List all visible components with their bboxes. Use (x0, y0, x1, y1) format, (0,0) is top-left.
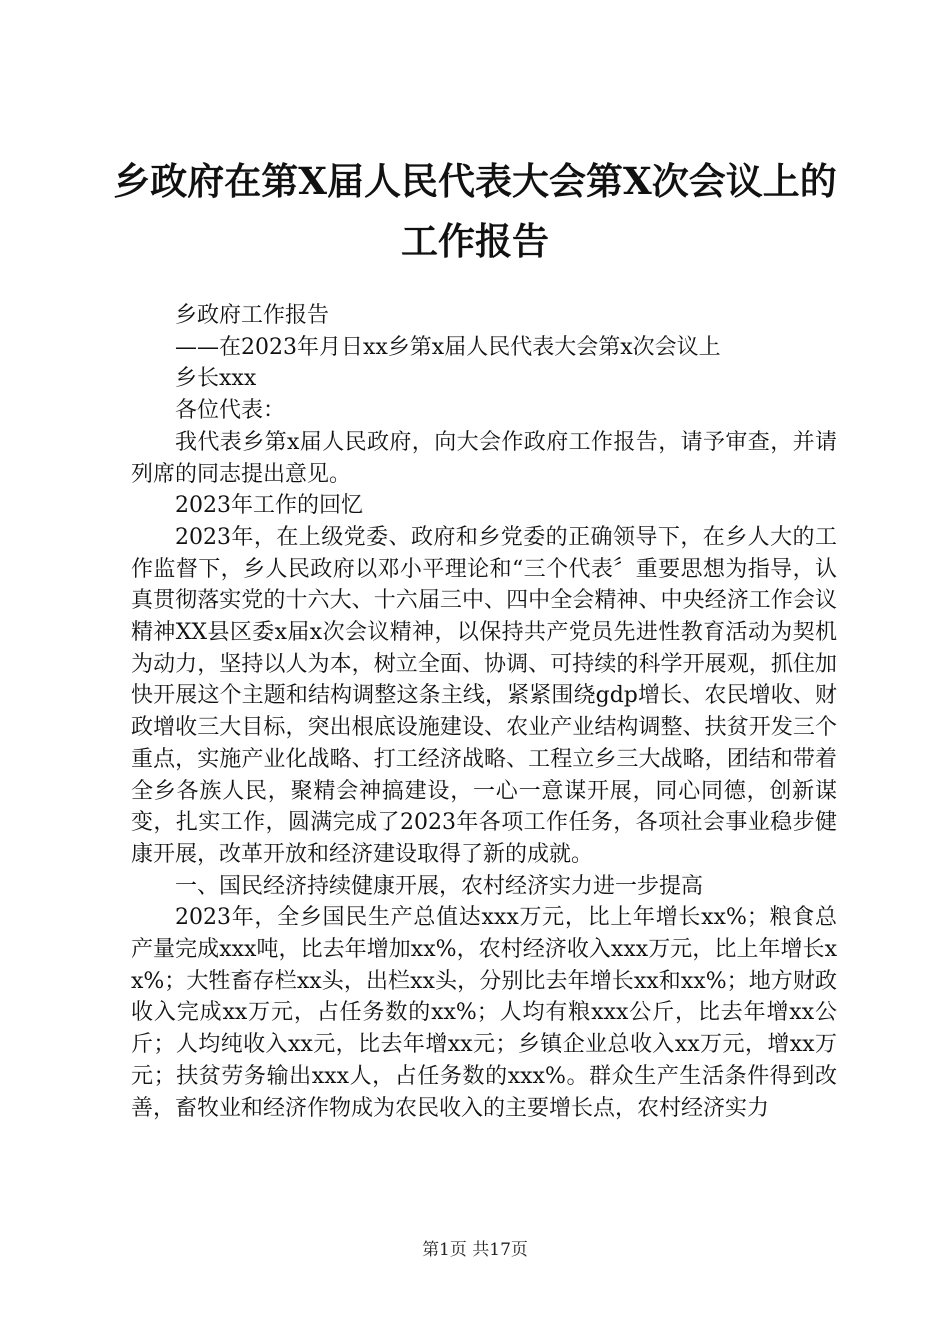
paragraph-section-one-body: 2023年，全乡国民生产总值达xxx万元，比上年增长xx%；粮食总产量完成xxx吨，比去年增加xx%，农村经济收入xxx万元，比上年增长xx%；大牲畜存栏xx头，出栏xx头，分别比去年增长xx和xx%；地方财政收入完成xx万元，占任务数的xx%；人均有粮xxx公斤，比去年增xx公斤；人均纯收入xx元，比去年增xx元；乡镇企业总收入xx万元，增xx万元；扶贫劳务输出xxx人，占任务数的xxx%。群众生产生活条件得到改善，畜牧业和经济作物成为农民收入的主要增长点，农村经济实力 (131, 905, 837, 1121)
document-body (131, 300, 837, 1124)
paragraph-meeting-line: ——在2023年月日xx乡第x届人民代表大会第x次会议上 (175, 334, 721, 360)
paragraph-review-body: 2023年，在上级党委、政府和乡党委的正确领导下，在乡人大的工作监督下，乡人民政府以邓小平理论和“三个代表〞重要思想为指导，认真贯彻落实党的十六大、十六届三中、四中全会精神、中央经济工作会议精神XX县区委x届x次会议精神，以保持共产党员先进性教育活动为契机为动力，坚持以人为本，树立全面、协调、可持续的科学开展观，抓住加快开展这个主题和结构调整这条主线，紧紧围绕gdp增长、农民增收、财政增收三大目标，突出根底设施建设、农业产业结构调整、扶贫开发三个重点，实施产业化战略、打工经济战略、工程立乡三大战略，团结和带着全乡各族人民，聚精会神搞建设，一心一意谋开展，同心同德，创新谋变，扎实工作，圆满完成了2023年各项工作任务，各项社会事业稳步健康开展，改革开放和经济建设取得了新的成就。 (131, 524, 837, 867)
document-title-line-2: 工作报告 (401, 219, 549, 263)
paragraph-section-one-heading: 一、国民经济持续健康开展，农村经济实力进一步提高 (175, 873, 704, 899)
document-title-line-1: 乡政府在第X届人民代表大会第X次会议上的 (113, 159, 837, 203)
paragraph-salutation: 各位代表： (175, 398, 286, 424)
page-footer: 第1页 共17页 (422, 1240, 528, 1260)
paragraph-section-review: 2023年工作的回忆 (175, 493, 363, 519)
paragraph-speaker: 乡长xxx (175, 366, 257, 392)
paragraph-report-heading: 乡政府工作报告 (175, 303, 330, 328)
paragraph-intro: 我代表乡第x届人民政府，向大会作政府工作报告，请予审查，并请列席的同志提出意见。 (131, 429, 837, 487)
